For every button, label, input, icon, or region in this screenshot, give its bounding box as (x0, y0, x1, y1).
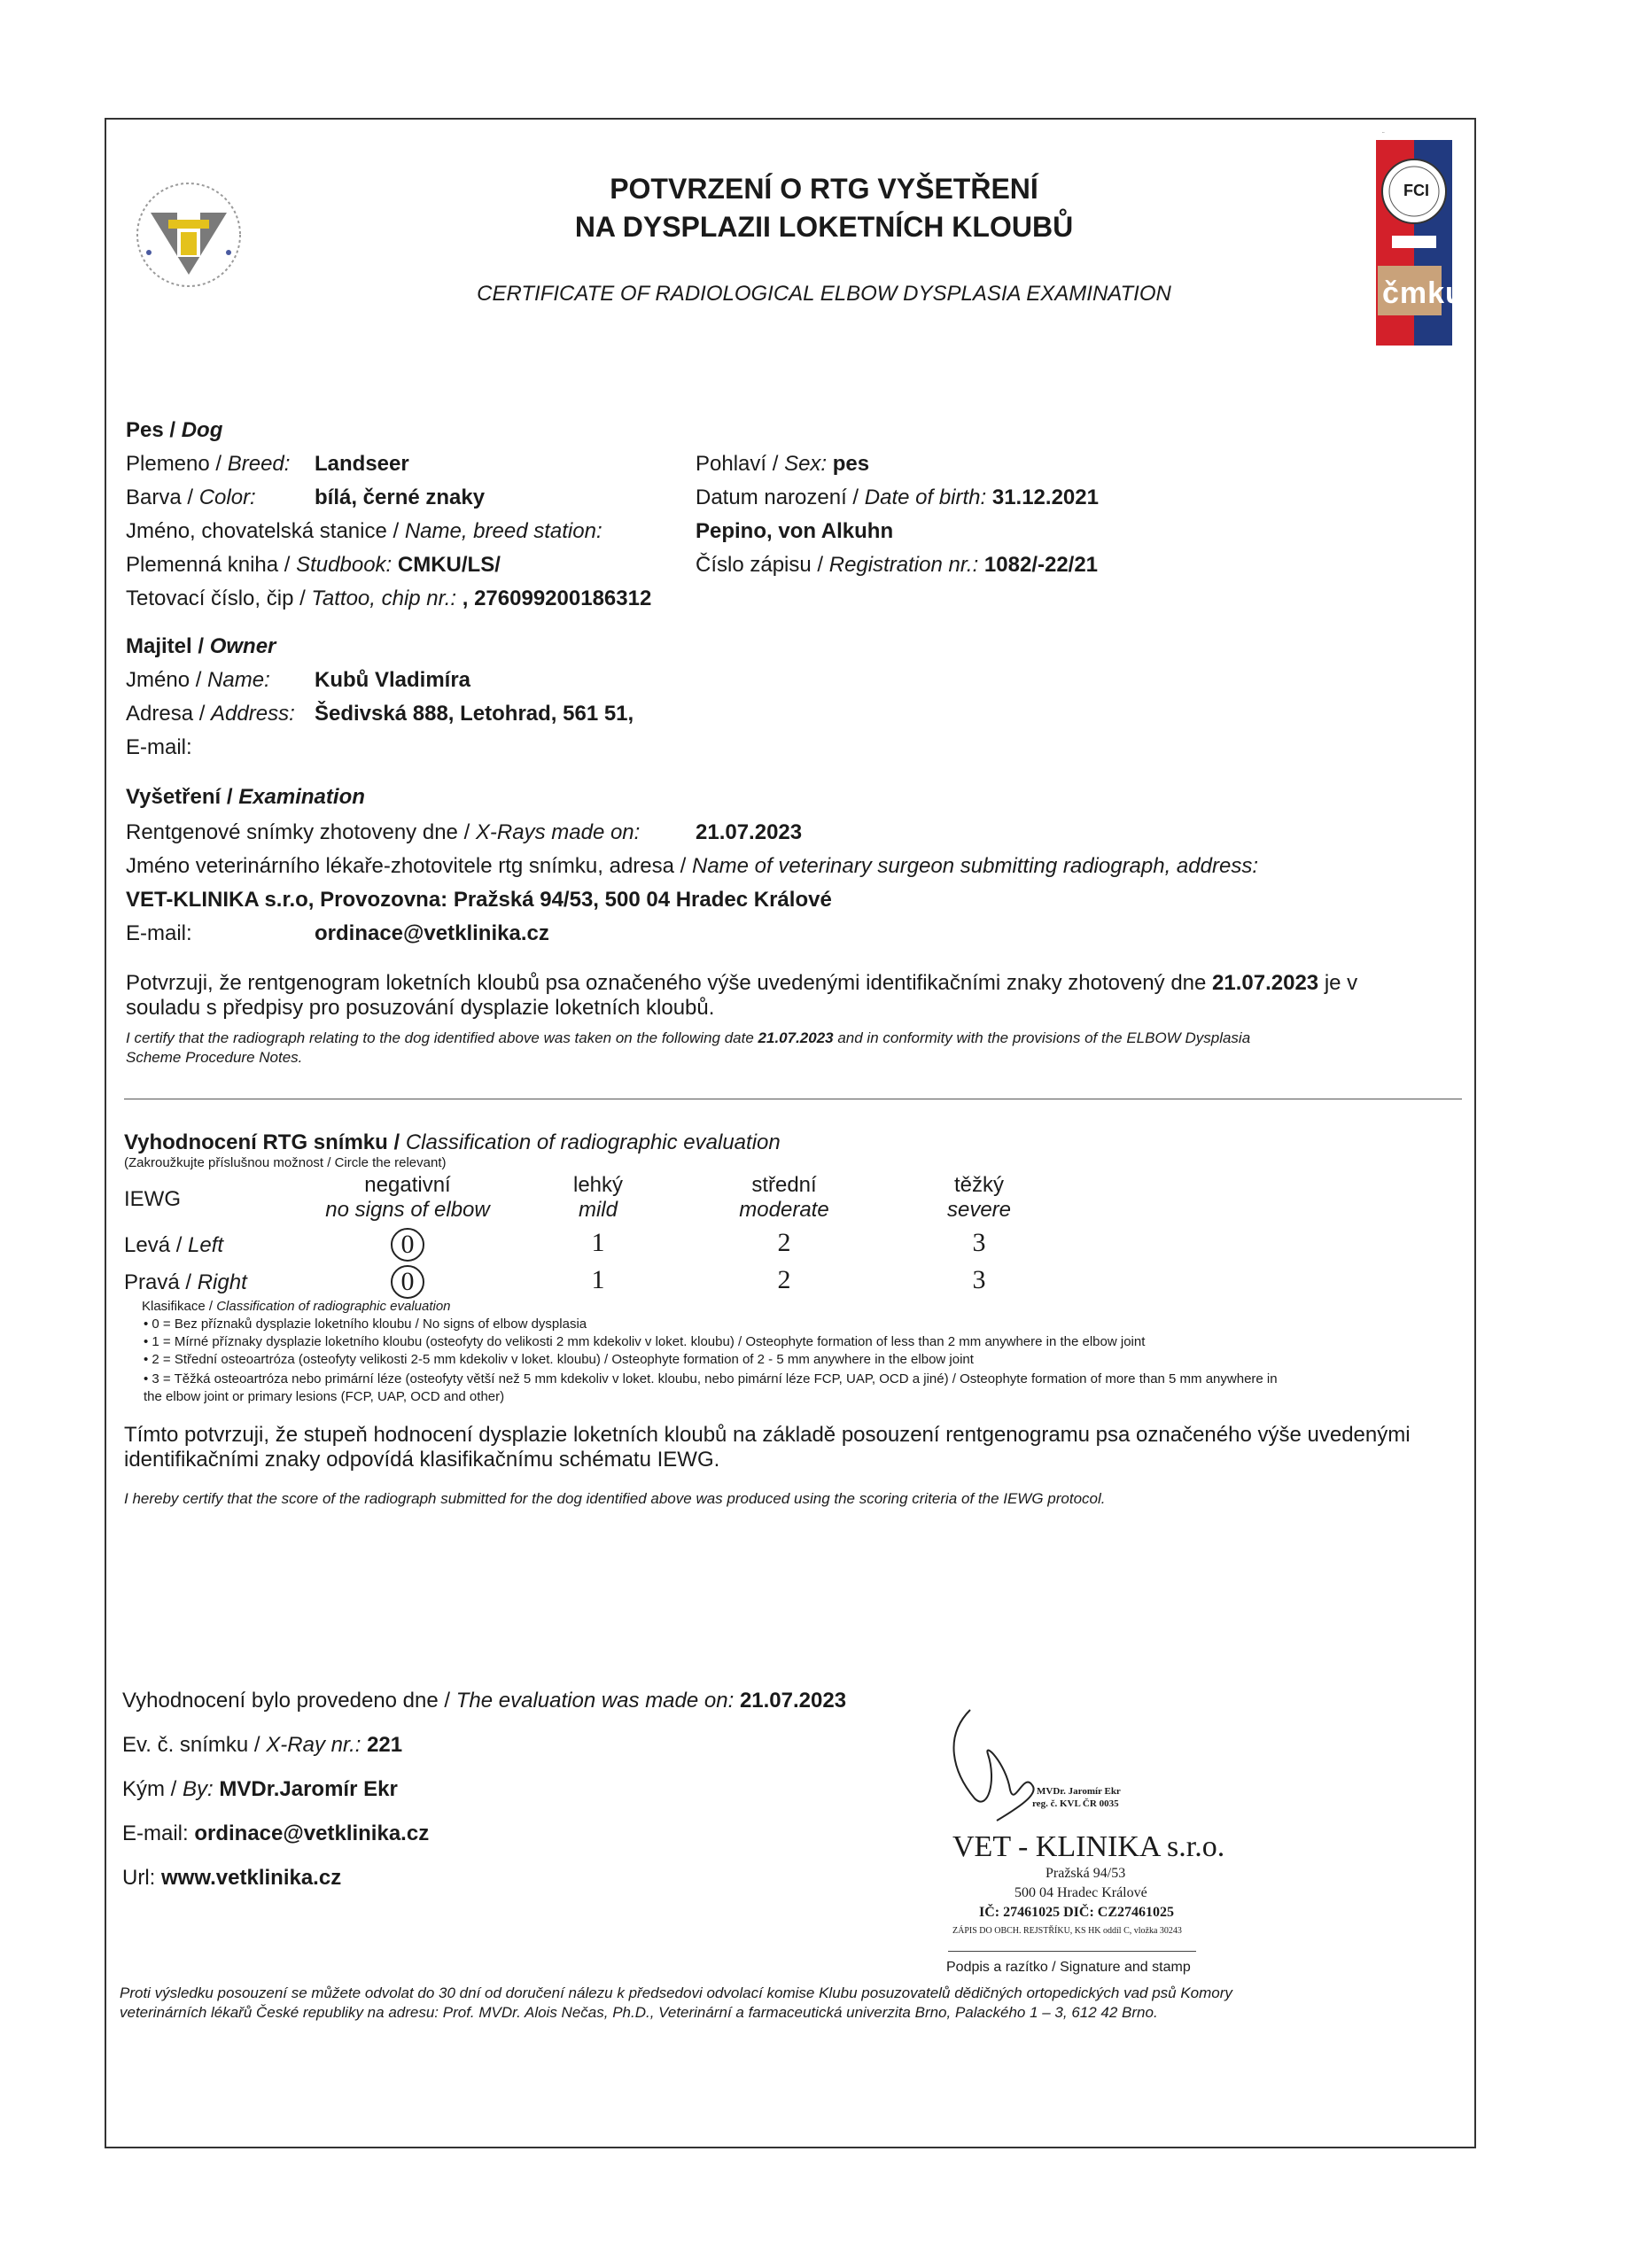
xray-date-value: 21.07.2023 (696, 820, 803, 844)
legend-0: • 0 = Bez příznaků dysplazie loketního kloubu / No signs of elbow dysplasia (144, 1317, 587, 1332)
title-line-2: NA DYSPLAZII LOKETNÍCH KLOUBŮ (574, 211, 1074, 243)
signature-caption: Podpis a razítko / Signature and stamp (946, 1960, 1191, 1975)
appeal-line-2: veterinárních lékařů České republiky na adresu: Prof. MVDr. Alois Nečas, Ph.D., Veterinární a farmaceutická univerzita Brno, Palackého 1 – 3, 612 42 Brno. (120, 2004, 1158, 2021)
col-severe-en: severe (946, 1198, 1012, 1222)
breed-value: Landseer (315, 452, 409, 476)
right-grade-3[interactable]: 3 (972, 1265, 986, 1294)
legend-3b: the elbow joint or primary lesions (FCP, UAP, OCD and other) (144, 1389, 505, 1404)
col-negative-cz: negativní (364, 1173, 451, 1197)
fci-text: FCI (1403, 182, 1429, 199)
appeal-line-1: Proti výsledku posouzení se můžete odvolat do 30 dní od doručení nálezu k předsedovi odvolací komise Klubu posuzovatelů dědičných ortopedických vad psů Komory (120, 1984, 1232, 2001)
exam-heading: Vyšetření / Examination (126, 785, 365, 809)
sex-label: Pohlaví / Sex: pes (696, 452, 870, 476)
signature-image (935, 1701, 1059, 1834)
chip-label: Tetovací číslo, čip / Tattoo, chip nr.: , 276099200186312 (126, 586, 652, 610)
col-moderate-cz: střední (751, 1173, 817, 1197)
confirm-cz-line2: souladu s předpisy pro posuzování dysplazie loketních kloubů. (126, 996, 715, 1020)
stamp-name: VET - KLINIKA s.r.o. (952, 1830, 1225, 1863)
cmku-logo-text: čmku (1382, 276, 1465, 310)
left-label: Levá / Left (124, 1233, 224, 1257)
col-mild-en: mild (578, 1198, 618, 1222)
xray-date-label: Rentgenové snímky zhotoveny dne / X-Rays made on: (126, 820, 641, 844)
certify-cz-line2: identifikačními znaky odpovídá klasifikačnímu schématu IEWG. (124, 1448, 720, 1472)
exam-email-label: E-mail: (126, 921, 192, 945)
stamp-small-1: MVDr. Jaromír Ekr (1037, 1786, 1121, 1797)
evaluation-heading: Vyhodnocení RTG snímku / Classification of radiographic evaluation (124, 1130, 781, 1154)
left-grade-0[interactable]: 0 (381, 1228, 434, 1262)
col-negative-en: no signs of elbow (325, 1198, 490, 1222)
right-grade-0[interactable]: 0 (381, 1265, 434, 1299)
owner-address-value: Šedivská 888, Letohrad, 561 51, (315, 702, 634, 726)
right-grade-1[interactable]: 1 (591, 1265, 605, 1294)
exam-email-value: ordinace@vetklinika.cz (315, 921, 549, 945)
owner-name-value: Kubů Vladimíra (315, 668, 471, 692)
stamp-small-2: reg. č. KVL ČR 0035 (1032, 1798, 1119, 1809)
color-label: Barva / Color: (126, 485, 256, 509)
cmku-text: čmku (1382, 133, 1385, 134)
left-grade-3[interactable]: 3 (972, 1228, 986, 1257)
dog-name-value: Pepino, von Alkuhn (696, 519, 894, 543)
left-grade-2[interactable]: 2 (777, 1228, 791, 1257)
owner-name-label: Jméno / Name: (126, 668, 270, 692)
legend-1: • 1 = Mírné příznaky dysplazie loketního kloubu (osteofyty do velikosti 2 mm kdekoliv v loket. kloubu) / Osteophyte formation of less than 2 mm anywhere in the elbow joint (144, 1334, 1146, 1349)
breed-label: Plemeno / Breed: (126, 452, 291, 476)
right-grade-2[interactable]: 2 (777, 1265, 791, 1294)
confirm-en-line2: Scheme Procedure Notes. (126, 1049, 303, 1066)
certify-cz-line1: Tímto potvrzuji, že stupeň hodnocení dysplazie loketních kloubů na základě posouzení rentgenogramu psa označeného výše uvedenými (124, 1423, 1411, 1447)
registration-label: Číslo zápisu / Registration nr.: 1082/-22/21 (696, 553, 1099, 577)
stamp-line-3: IČ: 27461025 DIČ: CZ27461025 (979, 1905, 1174, 1920)
color-value: bílá, černé znaky (315, 485, 486, 509)
left-grade-1[interactable]: 1 (591, 1228, 605, 1257)
confirm-en-line1: I certify that the radiograph relating to the dog identified above was taken on the following date 21.07.2023 and in conformity with the provisions of the ELBOW Dysplasia (126, 1029, 1251, 1046)
signature-line (948, 1951, 1196, 1952)
vet-value: VET-KLINIKA s.r.o, Provozovna: Pražská 94/53, 500 04 Hradec Králové (126, 888, 832, 912)
col-mild-cz: lehký (572, 1173, 624, 1197)
studbook-label: Plemenná kniha / Studbook: CMKU/LS/ (126, 553, 501, 577)
owner-heading: Majitel / Owner (126, 634, 276, 658)
dog-heading: Pes / Dog (126, 418, 223, 442)
col-moderate-en: moderate (739, 1198, 829, 1222)
iewg-label: IEWG (124, 1187, 181, 1211)
legend-2: • 2 = Střední osteoartróza (osteofyty velikosti 2-5 mm kdekoliv v loket. kloubu) / Osteophyte formation of 2 - 5 mm anywhere in the elbow joint (144, 1352, 974, 1367)
owner-email-label: E-mail: (126, 735, 192, 759)
owner-address-label: Adresa / Address: (126, 702, 295, 726)
footer-url: Url: www.vetklinika.cz (122, 1866, 342, 1890)
vet-label: Jméno veterinárního lékaře-zhotovitele rtg snímku, adresa / Name of veterinary surgeon submitting radiograph, address: (126, 854, 1258, 878)
circle-note: (Zakroužkujte příslušnou možnost / Circle the relevant) (124, 1155, 447, 1170)
xray-nr-label: Ev. č. snímku / X-Ray nr.: 221 (122, 1733, 403, 1757)
stamp-line-4: ZÁPIS DO OBCH. REJSTŘÍKU, KS HK oddíl C, vložka 30243 (952, 1926, 1182, 1936)
stamp-line-1: Pražská 94/53 (1046, 1866, 1126, 1881)
by-label: Kým / By: MVDr.Jaromír Ekr (122, 1777, 398, 1801)
legend-3a: • 3 = Těžká osteoartróza nebo primární léze (osteofyty větší než 5 mm kdekoliv v loket. kloubu, nebo pimární léze FCP, UAP, OCD a jiné) / Osteophyte formation of more than 5 mm anywhere in (144, 1371, 1278, 1386)
footer-email: E-mail: ordinace@vetklinika.cz (122, 1821, 430, 1845)
eval-date-label: Vyhodnocení bylo provedeno dne / The evaluation was made on: 21.07.2023 (122, 1689, 847, 1713)
legend-title: Klasifikace / Classification of radiographic evaluation (142, 1299, 451, 1314)
certify-en: I hereby certify that the score of the radiograph submitted for the dog identified above was produced using the scoring criteria of the IEWG protocol. (124, 1490, 1106, 1507)
col-severe-cz: těžký (953, 1173, 1004, 1197)
title-line-1: POTVRZENÍ O RTG VYŠETŘENÍ (610, 173, 1038, 205)
stamp-line-2: 500 04 Hradec Králové (1014, 1885, 1147, 1900)
right-label: Pravá / Right (124, 1270, 247, 1294)
name-label: Jméno, chovatelská stanice / Name, breed station: (126, 519, 602, 543)
subtitle: CERTIFICATE OF RADIOLOGICAL ELBOW DYSPLASIA EXAMINATION (477, 282, 1171, 306)
confirm-cz-line1: Potvrzuji, že rentgenogram loketních kloubů psa označeného výše uvedenými identifikačními znaky zhotovený dne 21.07.2023 je v (126, 971, 1358, 995)
dob-label: Datum narození / Date of birth: 31.12.2021 (696, 485, 1099, 509)
